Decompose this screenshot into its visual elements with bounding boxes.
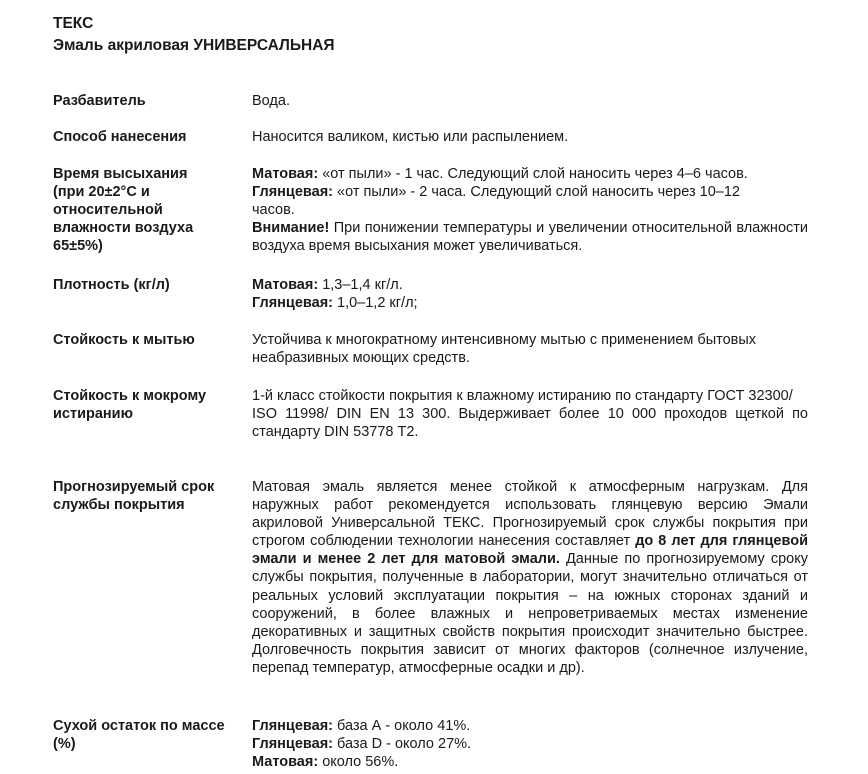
- drying-gloss: Глянцевая: «от пыли» - 2 часа. Следующий слой наносить через 10–12 часов.: [252, 184, 740, 219]
- density-value: [252, 276, 808, 312]
- service-label: Прогнозируемый срок службы покрытия: [53, 479, 215, 513]
- solids-value: [252, 717, 808, 771]
- brand-title: ТЕКС: [53, 15, 94, 32]
- solids-matte: Матовая: около 56%.: [252, 754, 399, 771]
- density-matte: Матовая: 1,3–1,4 кг/л.: [252, 277, 403, 293]
- density-gloss: Глянцевая: 1,0–1,2 кг/л;: [252, 295, 418, 312]
- density-label: Плотность (кг/л): [53, 277, 170, 293]
- washing-label: Стойкость к мытью: [53, 332, 195, 348]
- solids-gloss-a: Глянцевая: база А - около 41%.: [252, 718, 471, 734]
- washing-value: Устойчива к многократному интенсивному мытью с применением бытовых неабразивных моющих средств.: [252, 332, 757, 367]
- solids-label: Сухой остаток по массе (%): [53, 718, 225, 752]
- drying-note: Внимание! При понижении температуры и увеличении относительной влажности воздуха время высыхания может увеличиваться.: [252, 220, 808, 255]
- method-value: Наносится валиком, кистью или распылением.: [252, 129, 569, 145]
- abrasion-line2: ISO 11998/ DIN EN 13 300. Выдерживает более 10 000 проходов щеткой по стандарту DIN 53778 Т2.: [252, 406, 808, 441]
- thinner-value: Вода.: [252, 93, 290, 109]
- method-label: Способ нанесения: [53, 129, 187, 145]
- drying-matte: Матовая: «от пыли» - 1 час. Следующий слой наносить через 4–6 часов.: [252, 166, 748, 182]
- abrasion-value: [252, 387, 808, 441]
- drying-label: Время высыхания (при 20±2°С и относительной влажности воздуха 65±5%): [53, 166, 194, 254]
- abrasion-label: Стойкость к мокрому истиранию: [53, 388, 207, 422]
- drying-value: [252, 165, 808, 255]
- product-title: Эмаль акриловая УНИВЕРСАЛЬНАЯ: [53, 37, 335, 54]
- solids-gloss-d: Глянцевая: база D - около 27%.: [252, 736, 472, 753]
- service-value: Матовая эмаль является менее стойкой к атмосферным нагрузкам. Для наружных работ рекомендуется использовать глянцевую версию Эмали акриловой Универсальной ТЕКС. Прогнозируемый срок службы покрытия при строгом соблюдении технологии нанесения составляет до 8 лет для глянцевой эмали и менее 2 лет для матовой эмали. Данные по прогнозируемому сроку службы покрытия, полученные в лаборатории, могут значительно отличаться от реальных условий эксплуатации покрытия – на южных сторонах зданий и сооружений, в более влажных и непроветриваемых местах изменение декоративных и защитных свойств покрытия происходит значительно быстрее. Долговечность покрытия зависит от многих факторов (солнечное излучение, перепад температур, атмосферные осадки и др).: [252, 479, 808, 676]
- thinner-label: Разбавитель: [53, 93, 146, 109]
- abrasion-line1: 1-й класс стойкости покрытия к влажному истиранию по стандарту ГОСТ 32300/: [252, 388, 793, 404]
